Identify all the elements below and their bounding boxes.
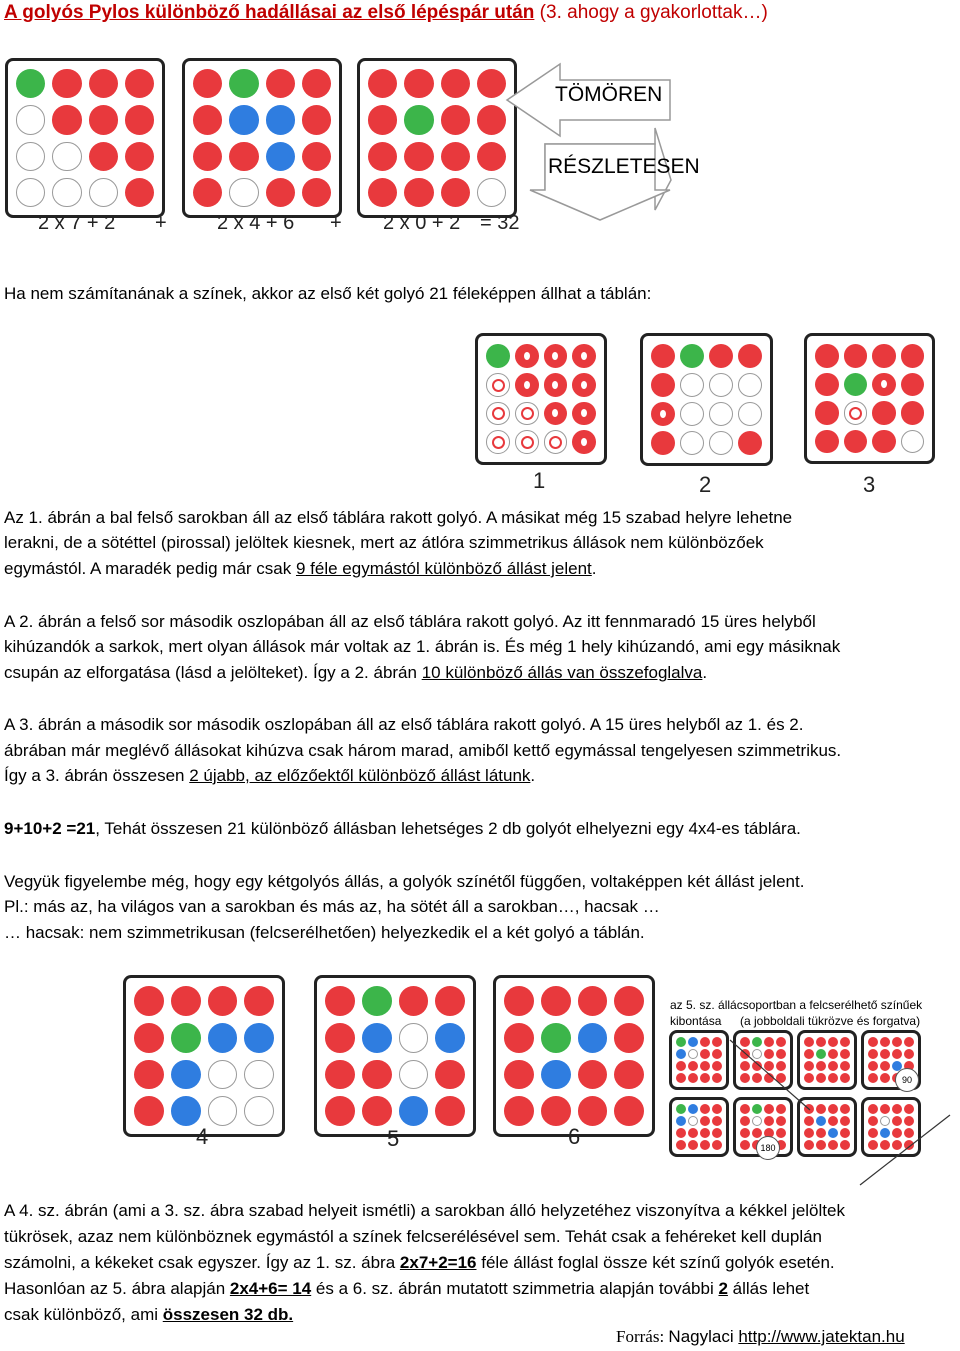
ball	[441, 69, 470, 98]
ball	[515, 430, 539, 454]
side-note-line1: az 5. sz. állácsoportban a felcserélhető színűek	[670, 998, 923, 1012]
ball	[399, 1096, 429, 1126]
ball	[302, 69, 331, 98]
board-label-3: 3	[863, 472, 876, 497]
rotate-90-icon: 90	[895, 1068, 919, 1092]
ball	[680, 431, 704, 455]
ball	[709, 344, 733, 368]
ball	[738, 344, 762, 368]
ball	[578, 986, 608, 1016]
title-main: A golyós Pylos különböző hadállásai az első lépéspár után	[4, 2, 535, 23]
ball	[193, 142, 222, 171]
bot-board-5	[314, 975, 476, 1137]
para1-line2: lerakni, de a sötéttel (pirossal) jelöltek kiesnek, mert az átlóra szimmetrikus állások nem különbözőek	[4, 533, 764, 552]
ball	[171, 1096, 201, 1126]
para3-line1: A 3. ábrán a második sor második oszlopában áll az első táblára rakott golyó. A 15 üres helyből az 1. és 2.	[4, 715, 804, 734]
ball	[504, 1096, 534, 1126]
ball	[578, 1096, 608, 1126]
ball	[709, 373, 733, 397]
ball	[477, 105, 506, 134]
ball	[709, 402, 733, 426]
ball	[193, 178, 222, 207]
para2-line2: kihúzandók a sarkok, mert olyan állások már voltak az 1. ábrán is. És még 1 hely kihúzandó, ami egy másiknak	[4, 637, 841, 656]
ball	[171, 986, 201, 1016]
ball	[302, 142, 331, 171]
ball	[738, 402, 762, 426]
mid-board-2	[640, 333, 773, 466]
ball	[486, 344, 510, 368]
para3-line2: ábrában már meglévő állásokat kihúzva csak három marad, amiből kettő egymással tengelyesen szimmetrikus.	[4, 741, 842, 760]
ball	[362, 1060, 392, 1090]
ball	[872, 373, 896, 397]
ball	[541, 986, 571, 1016]
plus-2: +	[330, 212, 342, 234]
ball	[844, 401, 868, 425]
board-label-6: 6	[568, 1124, 581, 1149]
final-line5: csak különböző, ami összesen 32 db.	[4, 1305, 294, 1324]
ball	[244, 1023, 274, 1053]
ball	[362, 1023, 392, 1053]
ball	[872, 344, 896, 368]
side-note-line2: kibontása	[670, 1014, 722, 1028]
mid-board-1	[475, 333, 607, 465]
ball	[504, 986, 534, 1016]
board-label-1: 1	[533, 468, 546, 493]
ball	[572, 344, 596, 368]
ball	[16, 142, 45, 171]
rotate-180-icon: 180	[756, 1136, 780, 1160]
ball	[125, 178, 154, 207]
ball	[368, 142, 397, 171]
ball	[544, 344, 568, 368]
ball	[266, 69, 295, 98]
ball	[844, 344, 868, 368]
ball	[302, 178, 331, 207]
ball	[435, 1023, 465, 1053]
ball	[125, 142, 154, 171]
ball	[368, 69, 397, 98]
ball	[541, 1096, 571, 1126]
ball	[578, 1060, 608, 1090]
ball	[208, 986, 238, 1016]
ball	[208, 1060, 238, 1090]
ball	[244, 1060, 274, 1090]
ball	[680, 402, 704, 426]
ball	[435, 986, 465, 1016]
ball	[368, 178, 397, 207]
ball	[368, 105, 397, 134]
ball	[504, 1060, 534, 1090]
bot-board-4	[123, 975, 285, 1137]
page-title	[4, 2, 768, 24]
ball	[541, 1060, 571, 1090]
para2-line1: A 2. ábrán a felső sor második oszlopában áll az első táblára rakott golyó. Az itt fennmaradó 15 üres helyből	[4, 612, 816, 631]
source-line: Forrás: Nagylaci http://www.jatektan.hu	[616, 1327, 905, 1346]
ball	[52, 142, 81, 171]
top-board-1	[5, 58, 165, 218]
ball	[680, 344, 704, 368]
ball	[515, 344, 539, 368]
colors-line3: … hacsak: nem szimmetrikusan (felcserélhetően) helyezkedik el a két golyó a táblán.	[4, 923, 645, 942]
ball	[208, 1096, 238, 1126]
ball	[404, 105, 433, 134]
ball	[52, 105, 81, 134]
ball	[134, 1023, 164, 1053]
ball	[815, 430, 839, 454]
ball	[229, 142, 258, 171]
ball	[901, 344, 925, 368]
colors-line1: Vegyük figyelembe még, hogy egy kétgolyós állás, a golyók színétől függően, voltaképpen két állást jelent.	[4, 872, 805, 891]
ball	[325, 1060, 355, 1090]
ball	[404, 178, 433, 207]
ball	[208, 1023, 238, 1053]
ball	[614, 1060, 644, 1090]
ball	[614, 986, 644, 1016]
source-link[interactable]: http://www.jatektan.hu	[738, 1327, 905, 1346]
ball	[872, 401, 896, 425]
ball	[435, 1060, 465, 1090]
ball	[244, 1096, 274, 1126]
colors-line2: Pl.: más az, ha világos van a sarokban és más az, ha sötét áll a sarokban…, hacsak …	[4, 897, 660, 916]
ball	[325, 986, 355, 1016]
ball	[171, 1060, 201, 1090]
ball	[229, 178, 258, 207]
ball	[441, 178, 470, 207]
ball	[125, 69, 154, 98]
ball	[651, 431, 675, 455]
ball	[709, 431, 733, 455]
intro-line: Ha nem számítanának a színek, akkor az első két golyó 21 féleképpen állhat a táblán:	[4, 284, 652, 303]
ball	[362, 1096, 392, 1126]
ball	[486, 430, 510, 454]
ball	[815, 401, 839, 425]
ball	[441, 142, 470, 171]
ball	[578, 1023, 608, 1053]
ball	[244, 986, 274, 1016]
ball	[441, 105, 470, 134]
ball	[325, 1023, 355, 1053]
board-label-2: 2	[699, 472, 712, 497]
ball	[504, 1023, 534, 1053]
ball	[404, 69, 433, 98]
equals-total: = 32	[480, 212, 520, 234]
ball	[435, 1096, 465, 1126]
ball	[89, 178, 118, 207]
ball	[477, 69, 506, 98]
ball	[680, 373, 704, 397]
para3-line3: Így a 3. ábrán összesen 2 újabb, az előzőektől különböző állást látunk.	[4, 766, 536, 785]
ball	[477, 178, 506, 207]
formula-2: 2 x 4 + 6	[217, 212, 295, 234]
ball	[16, 69, 45, 98]
top-board-3	[357, 58, 517, 218]
ball	[89, 105, 118, 134]
ball	[477, 142, 506, 171]
ball	[16, 105, 45, 134]
ball	[266, 142, 295, 171]
ball	[16, 178, 45, 207]
board-label-4: 4	[196, 1124, 209, 1149]
ball	[815, 373, 839, 397]
ball	[572, 430, 596, 454]
ball	[614, 1023, 644, 1053]
side-note-diagonals	[670, 1030, 960, 1190]
ball	[544, 402, 568, 426]
title-rest: (3. ahogy a gyakorlottak…)	[534, 2, 768, 23]
ball	[901, 401, 925, 425]
ball	[325, 1096, 355, 1126]
ball	[302, 105, 331, 134]
ball	[651, 373, 675, 397]
ball	[872, 430, 896, 454]
ball	[544, 373, 568, 397]
ball	[404, 142, 433, 171]
ball	[651, 344, 675, 368]
ball	[515, 373, 539, 397]
ball	[738, 431, 762, 455]
ball	[125, 105, 154, 134]
top-board-2	[182, 58, 342, 218]
ball	[52, 69, 81, 98]
side-note-line3: (a jobboldali tükrözve és forgatva)	[740, 1014, 921, 1028]
para1-line3: egymástól. A maradék pedig már csak 9 féle egymástól különböző állást jelent.	[4, 559, 597, 578]
label-reszletesen: RÉSZLETESEN	[548, 155, 700, 178]
ball	[844, 373, 868, 397]
ball	[399, 1023, 429, 1053]
final-line1: A 4. sz. ábrán (ami a 3. sz. ábra szabad helyeit ismétli) a sarokban álló helyzetéhez viszonyítva a kékkel jelöltek	[4, 1201, 845, 1220]
mid-board-3	[804, 333, 935, 464]
para1-line1: Az 1. ábrán a bal felső sarokban áll az első táblára rakott golyó. A másikat még 15 szabad helyre lehetne	[4, 508, 793, 527]
ball	[399, 986, 429, 1016]
ball	[362, 986, 392, 1016]
ball	[266, 178, 295, 207]
ball	[399, 1060, 429, 1090]
ball	[266, 105, 295, 134]
ball	[134, 1096, 164, 1126]
ball	[171, 1023, 201, 1053]
ball	[229, 69, 258, 98]
ball	[193, 105, 222, 134]
final-line3: számolni, a kékeket csak egyszer. Így az 1. sz. ábra 2x7+2=16 féle állást foglal össze két színű golyók esetén.	[4, 1253, 835, 1272]
label-tomoren: TÖMÖREN	[555, 83, 663, 106]
board-label-5: 5	[387, 1126, 400, 1151]
ball	[651, 402, 675, 426]
plus-1: +	[155, 212, 167, 234]
ball	[844, 430, 868, 454]
final-line2: tükrösek, azaz nem különböznek egymástól a színek felcserélésével sem. Tehát csak a fehéreket kell duplán	[4, 1227, 823, 1246]
formula-1: 2 x 7 + 2	[38, 212, 116, 234]
ball	[52, 178, 81, 207]
ball	[572, 402, 596, 426]
ball	[89, 142, 118, 171]
ball	[515, 402, 539, 426]
ball	[541, 1023, 571, 1053]
ball	[134, 986, 164, 1016]
ball	[134, 1060, 164, 1090]
ball	[815, 344, 839, 368]
ball	[193, 69, 222, 98]
ball	[486, 373, 510, 397]
ball	[486, 402, 510, 426]
ball	[572, 373, 596, 397]
ball	[544, 430, 568, 454]
ball	[614, 1096, 644, 1126]
ball	[89, 69, 118, 98]
ball	[738, 373, 762, 397]
ball	[229, 105, 258, 134]
ball	[901, 373, 925, 397]
bot-board-6	[493, 975, 655, 1137]
final-line4: Hasonlóan az 5. ábra alapján 2x4+6= 14 és a 6. sz. ábrán mutatott szimmetria alapján további 2 állás lehet	[4, 1279, 810, 1298]
sum-line: 9+10+2 =21, Tehát összesen 21 különböző állásban lehetséges 2 db golyót elhelyezni egy 4x4-es táblára.	[4, 819, 801, 838]
formula-3: 2 x 0 + 2	[383, 212, 461, 234]
para2-line3: csupán az elforgatása (lásd a jelölteket). Így a 2. ábrán 10 különböző állás van összefoglalva.	[4, 663, 708, 682]
ball	[901, 430, 925, 454]
